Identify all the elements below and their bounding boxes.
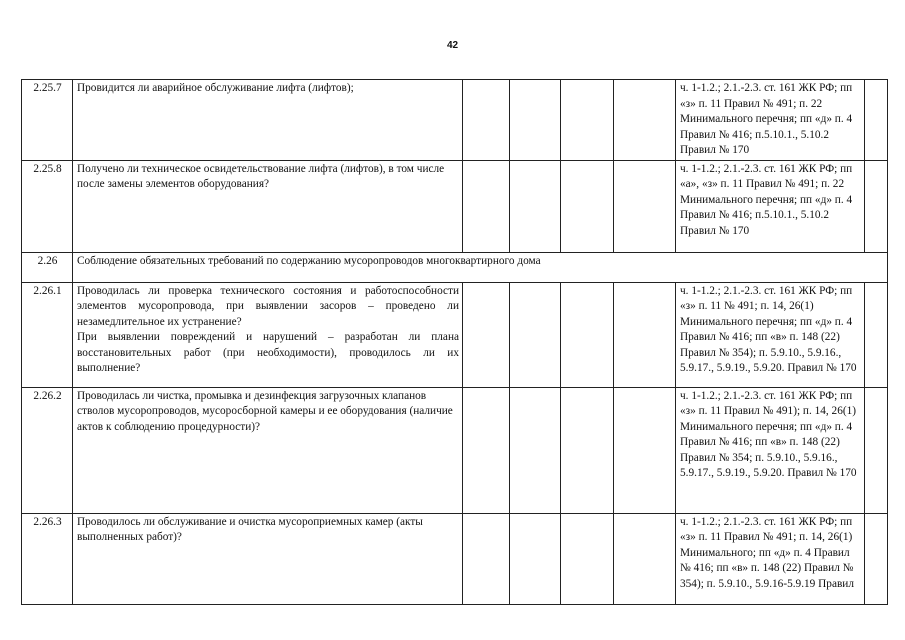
legal-reference: ч. 1-1.2.; 2.1.-2.3. ст. 161 ЖК РФ; пп «з» п. 11 Правил № 491; п. 22 Минимального перечня; пп «д» п. 4 Правил № 416; п.5.10.1., 5.10.2 Правил № 170: [676, 80, 865, 161]
legal-reference: ч. 1-1.2.; 2.1.-2.3. ст. 161 ЖК РФ; пп «з» п. 11 № 491; п. 14, 26(1) Минимального перечня; пп «д» п. 4 Правил № 416; пп «в» п. 148 (22) Правил № 354); п. 5.9.10., 5.9.16., 5.9.17., 5.9.19., 5.9.20. Правил № 170: [676, 282, 865, 387]
answer-yes-cell[interactable]: [463, 387, 510, 513]
checklist-table: [21, 79, 888, 605]
note-cell[interactable]: [865, 513, 888, 604]
question-text: Проводилась ли чистка, промывка и дезинфекция загрузочных клапанов стволов мусоропроводов, мусоросборной камеры и ее оборудования (наличие актов к соблюдению процедурности)?: [73, 387, 463, 513]
answer-na-cell[interactable]: [561, 80, 614, 161]
answer-na-cell[interactable]: [561, 513, 614, 604]
question-text: Проводилась ли проверка технического состояния и работоспособности элементов мусоропровода, при выявлении засоров – проведено ли незамедлительное их устранение?: [77, 284, 459, 328]
section-number: 2.26: [22, 252, 73, 282]
row-number: 2.25.8: [22, 160, 73, 252]
legal-reference: ч. 1-1.2.; 2.1.-2.3. ст. 161 ЖК РФ; пп «з» п. 11 Правил № 491; п. 14, 26(1) Минимального; пп «д» п. 4 Правил № 416; пп «в» п. 148 (22) Правил № 354); п. 5.9.10., 5.9.16-5.9.19 Правил: [676, 513, 865, 604]
answer-extra-cell[interactable]: [614, 160, 676, 252]
note-cell[interactable]: [865, 160, 888, 252]
answer-extra-cell[interactable]: [614, 80, 676, 161]
table-row: [22, 160, 888, 252]
answer-no-cell[interactable]: [510, 80, 561, 161]
answer-yes-cell[interactable]: [463, 160, 510, 252]
page-number: 42: [446, 40, 459, 51]
question-text: Проводилось ли обслуживание и очистка мусороприемных камер (акты выполненных работ)?: [73, 513, 463, 604]
note-cell[interactable]: [865, 80, 888, 161]
section-title: Соблюдение обязательных требований по содержанию мусоропроводов многоквартирного дома: [73, 252, 888, 282]
answer-na-cell[interactable]: [561, 160, 614, 252]
answer-extra-cell[interactable]: [614, 282, 676, 387]
legal-reference: ч. 1-1.2.; 2.1.-2.3. ст. 161 ЖК РФ; пп «з» п. 11 Правил № 491); п. 14, 26(1) Минимального перечня; пп «д» п. 4 Правил № 416; пп «в» п. 148 (22) Правил № 354; п. 5.9.10., 5.9.16., 5.9.17., 5.9.19., 5.9.20. Правил № 170: [676, 387, 865, 513]
answer-extra-cell[interactable]: [614, 513, 676, 604]
answer-extra-cell[interactable]: [614, 387, 676, 513]
answer-no-cell[interactable]: [510, 282, 561, 387]
question-cell: [73, 282, 463, 387]
answer-yes-cell[interactable]: [463, 80, 510, 161]
table-row: [22, 282, 888, 387]
note-cell[interactable]: [865, 387, 888, 513]
question-text-continued: При выявлении повреждений и нарушений – разработан ли плана восстановительных работ (при необходимости), проводилось ли их выполнение?: [77, 331, 459, 374]
row-number: 2.26.3: [22, 513, 73, 604]
answer-no-cell[interactable]: [510, 387, 561, 513]
answer-no-cell[interactable]: [510, 513, 561, 604]
answer-na-cell[interactable]: [561, 282, 614, 387]
question-text: Провидится ли аварийное обслуживание лифта (лифтов);: [73, 80, 463, 161]
answer-no-cell[interactable]: [510, 160, 561, 252]
row-number: 2.26.2: [22, 387, 73, 513]
row-number: 2.26.1: [22, 282, 73, 387]
answer-yes-cell[interactable]: [463, 513, 510, 604]
note-cell[interactable]: [865, 282, 888, 387]
table-row: [22, 387, 888, 513]
row-number: 2.25.7: [22, 80, 73, 161]
table-row: [22, 513, 888, 604]
legal-reference: ч. 1-1.2.; 2.1.-2.3. ст. 161 ЖК РФ; пп «а», «з» п. 11 Правил № 491; п. 22 Минимального перечня; пп «д» п. 4 Правил № 416; п.5.10.1., 5.10.2 Правил № 170: [676, 160, 865, 252]
question-text: Получено ли техническое освидетельствование лифта (лифтов), в том числе после замены элементов оборудования?: [73, 160, 463, 252]
answer-na-cell[interactable]: [561, 387, 614, 513]
section-row: [22, 252, 888, 282]
table-row: [22, 80, 888, 161]
answer-yes-cell[interactable]: [463, 282, 510, 387]
